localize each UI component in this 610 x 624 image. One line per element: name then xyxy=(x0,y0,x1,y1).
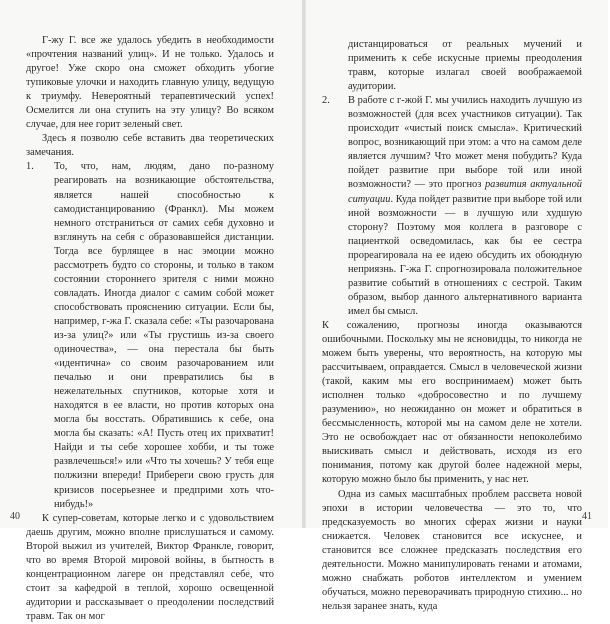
right-page xyxy=(305,0,608,612)
paragraph: К супер-советам, которые легко и с удовольствием даешь другим, можно вполне прислушаться и самому. Второй выжил из учителей, Виктор Франкле, говорит, что во время Второй мировой войны, в бытность в концентрационном лагере он представлял себе, что стоит за кафедрой в теплой, хорошо освещенной аудитории и рассказывает о преодолении последствий травм. Так он мог xyxy=(26,512,274,622)
item-text-part: . Куда пойдет развитие при выборе той или иной возможности — в лучшую или худшую сторону? Поэтому моя коллега в разговоре с пациенткой осведомилась, как бы ее сестра прореагировала на ее идею обсудить их обоюдную неприязнь. Г-жа Г. спрогнозировала положительное развитие событий в отношениях с сестрой. Таким образом, выбор данного альтернативного варианта имел бы смысл. xyxy=(348,193,582,317)
page-number: 40 xyxy=(10,511,20,522)
item-number: 2. xyxy=(322,95,330,107)
paragraph: Одна из самых масштабных проблем рассвета новой эпохи в истории человечества — это то, что предсказуемость во многих сферах жизни и науки снижается. Человек становится все искуснее, и становится все сложнее предсказать последствия его деятельности. Можно манипулировать генами и атомами, можно снабжать роботов интеллектом и умением обучаться, можно переворачивать природную стихию... но нельзя заранее знать, куда xyxy=(322,488,582,612)
left-page xyxy=(0,0,303,622)
numbered-item xyxy=(322,94,582,319)
item-text-part: В работе с г-жой Г. мы учились находить лучшую из возможностей (для всех участников ситуации). Так происходит «чистый поиск смысла». Критический вопрос, возникающий при этом: а что на самом деле является лучшим? Что может меня побудить? Куда пойдет развитие при выборе той или иной возможности? — это прогноз xyxy=(348,95,582,191)
numbered-item xyxy=(26,160,274,511)
item-text: То, что, нам, людям, дано по-разному реагировать на возникающие обстоятельства, является нашей способностью к самодистанцированию (Франкл). Мы можем немного отстраниться от самих себя духовно и взглянуть на себя с образовавшейся дистанции. Тогда все бурлящее в нас эмоции можно рассмотреть будто со стороны, и только в таком состоянии стороннего зрителя с ними можно совладать. Иногда диалог с самим собой может способствовать прояснению ситуации. Если бы, например, г-жа Г. сказала себе: «Ты разочарована из-за улиц?» или «Ты грустишь из-за своего одиночества», — она перестала бы быть «идентична» со своим разочарованием или печалью и они превратились бы в нежелательных спутников, которые хотя и находятся в ее власти, но против которых она могла бы восстать. Обратившись к себе, она могла бы сказать: «А! Пусть отец их прихватит! Найди и ты себе хорошее хобби, и ты тоже развлечешься!» или «Что ты хочешь? У тебя еще полжизни впереди! Прибереги свою грусть для кризисов посерьезнее и предприми хоть что-нибудь!» xyxy=(54,161,274,510)
item-text xyxy=(348,94,582,319)
paragraph: Г-жу Г. все же удалось убедить в необходимости «прочтения названий улиц». И не только. Удалось и другое! Уже скоро она сможет обходить убогие тупиковые улочки и находить главную улицу, ведущую к триумфу. Невероятный терапевтический успех! Осмелится ли она ступить на эту улицу? Во всяком случае, для нее горит зеленый свет. xyxy=(26,35,274,131)
right-text-column xyxy=(322,38,582,614)
paragraph: К сожалению, прогнозы иногда оказываются ошибочными. Поскольку мы не ясновидцы, то никогда не можем быть уверены, что вероятность, на которую мы рассчитываем, оправдается. Смысл в человеческой жизни (такой, каким мы его воспринимаем) может быть исполнен только «добросовестно и по лучшему разумению», но неожиданно он может и обратиться в бессмысленность, которой мы на самом деле не хотели. Это не освобождает нас от обязанности непоколебимо выискивать смысл и действовать, исходя из его понимания, потому как другой более надежной меры, которую можно было бы применить, у нас нет. xyxy=(322,319,582,486)
paragraph: дистанцироваться от реальных мучений и применить к себе искусные приемы преодоления травм, которые излагал своей воображаемой аудитории. xyxy=(348,39,582,93)
left-text-column xyxy=(26,34,274,624)
item-number: 1. xyxy=(26,161,34,173)
paragraph: Здесь я позволю себе вставить два теоретических замечания. xyxy=(26,133,274,159)
emphasis-text: развития актуальной ситуации xyxy=(348,179,582,205)
page-number: 41 xyxy=(582,511,592,522)
